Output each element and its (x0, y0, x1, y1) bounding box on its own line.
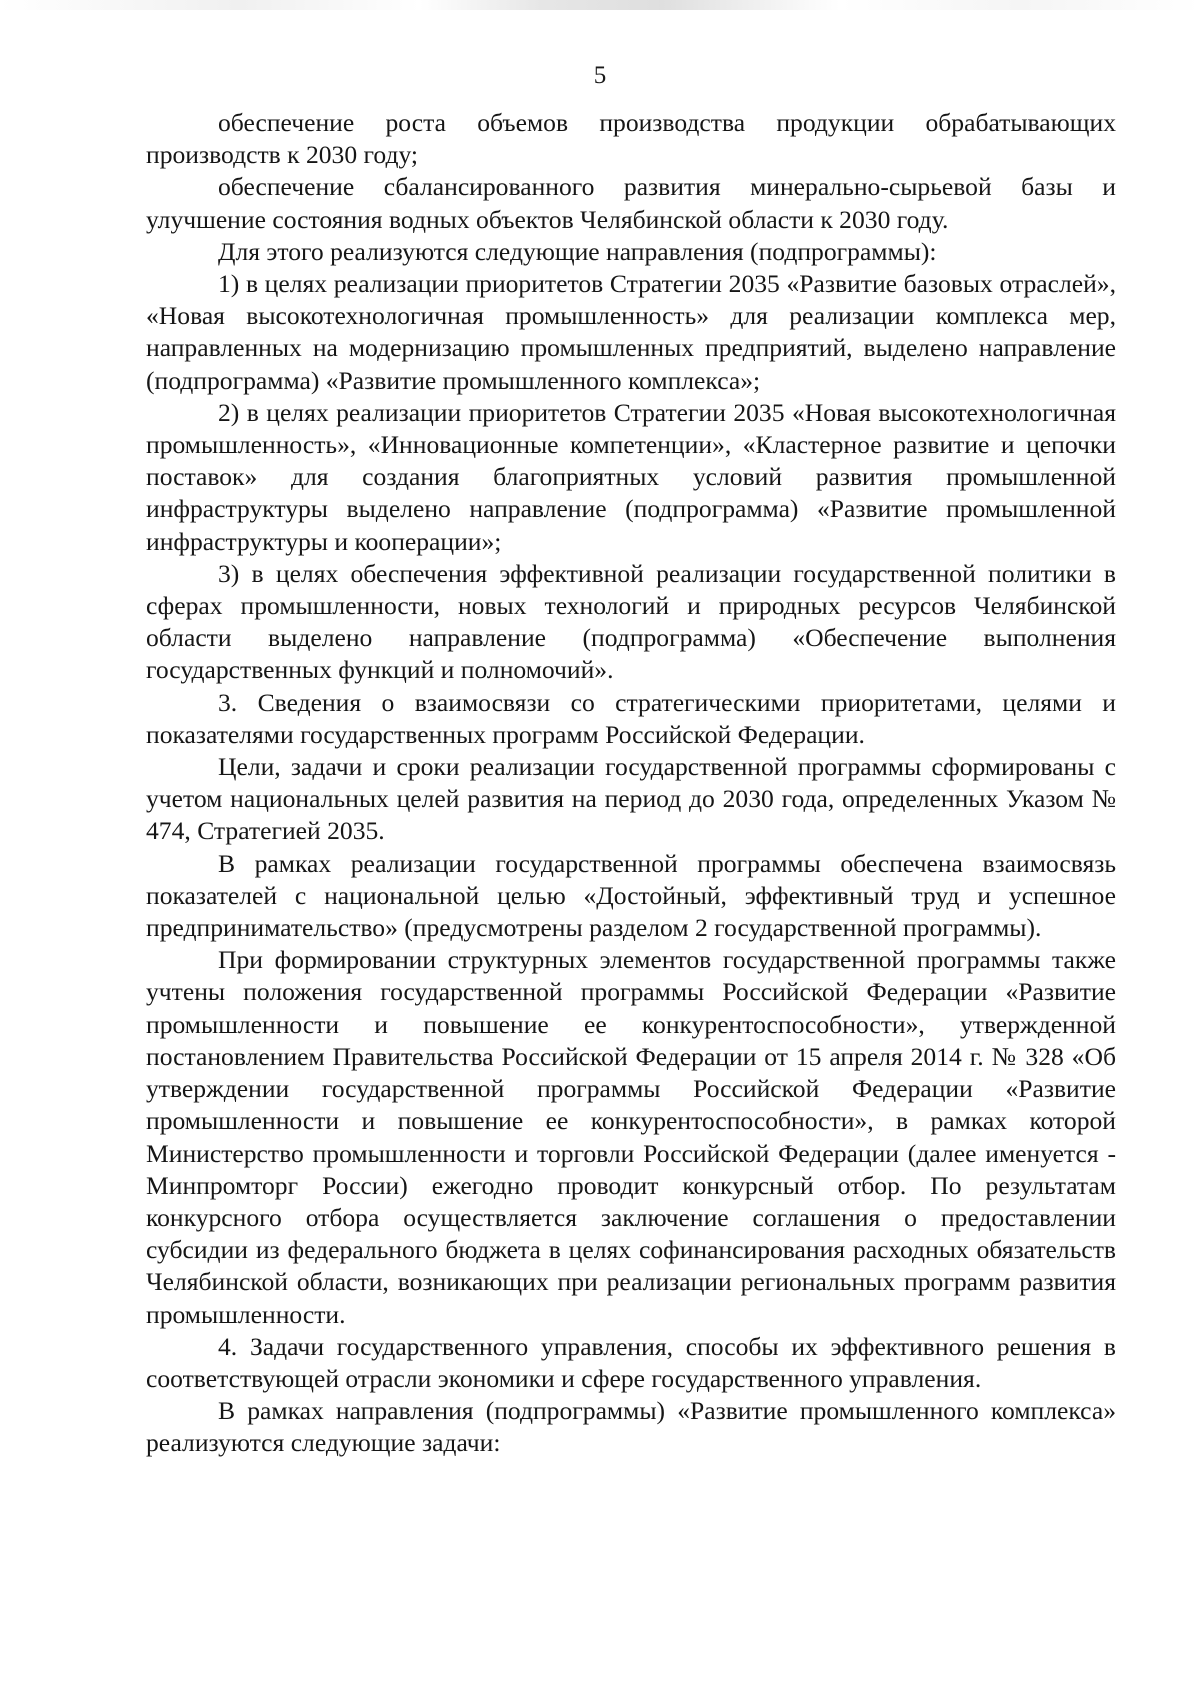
paragraph-goal-manufacturing: обеспечение роста объемов производства продукции обрабатывающих производств к 2030 году; (146, 108, 1116, 170)
section-heading-4: 4. Задачи государственного управления, способы их эффективного решения в соответствующей отрасли экономики и сфере государственного управления. (146, 1331, 1116, 1393)
paragraph-subprogram-tasks: В рамках направления (подпрограммы) «Развитие промышленного комплекса» реализуются следующие задачи: (146, 1396, 1116, 1458)
paragraph-direction-2: 2) в целях реализации приоритетов Стратегии 2035 «Новая высокотехнологичная промышленность», «Инновационные компетенции», «Кластерное развитие и цепочки поставок» для создания благоприятных условий развития промышленной инфраструктуры выделено направление (подпрограмма) «Развитие промышленной инфраструктуры и кооперации»; (146, 397, 1116, 556)
paragraph-directions-intro: Для этого реализуются следующие направления (подпрограммы): (218, 236, 937, 266)
document-body (146, 107, 1116, 1460)
paragraph-goals-tasks: Цели, задачи и сроки реализации государственной программы сформированы с учетом национальных целей развития на период до 2030 года, определенных Указом № 474, Стратегией 2035. (146, 752, 1116, 846)
page-number: 5 (593, 62, 607, 89)
section-heading-3: 3. Сведения о взаимосвязи со стратегическими приоритетами, целями и показателями государственных программ Российской Федерации. (146, 687, 1116, 749)
paragraph-goal-mineral-base: обеспечение сбалансированного развития минерально-сырьевой базы и улучшение состояния водных объектов Челябинской области к 2030 году. (146, 172, 1116, 234)
scan-edge-artifact (0, 0, 1200, 10)
paragraph-national-goal: В рамках реализации государственной программы обеспечена взаимосвязь показателей с национальной целью «Достойный, эффективный труд и успешное предпринимательство» (предусмотрены разделом 2 государственной программы). (146, 848, 1116, 943)
paragraph-direction-1: 1) в целях реализации приоритетов Стратегии 2035 «Развитие базовых отраслей», «Новая высокотехнологичная промышленность» для реализации комплекса мер, направленных на модернизацию промышленных предприятий, выделено направление (подпрограмма) «Развитие промышленного комплекса»; (146, 269, 1116, 395)
paragraph-federal-program: При формировании структурных элементов государственной программы также учтены положения государственной программы Российской Федерации «Развитие промышленности и повышение ее конкурентоспособности», утвержденной постановлением Правительства Российской Федерации от 15 апреля 2014 г. № 328 «Об утверждении государственной программы Российской Федерации «Развитие промышленности и повышение ее конкурентоспособности», в рамках которой Министерство промышленности и торговли Российской Федерации (далее именуется - Минпромторг России) ежегодно проводит конкурсный отбор. По результатам конкурсного отбора осуществляется заключение соглашения о предоставлении субсидии из федерального бюджета в целях софинансирования расходных обязательств Челябинской области, возникающих при реализации региональных программ развития промышленности. (146, 945, 1116, 1329)
paragraph-direction-3: 3) в целях обеспечения эффективной реализации государственной политики в сферах промышленности, новых технологий и природных ресурсов Челябинской области выделено направление (подпрограмма) «Обеспечение выполнения государственных функций и полномочий». (146, 558, 1116, 685)
